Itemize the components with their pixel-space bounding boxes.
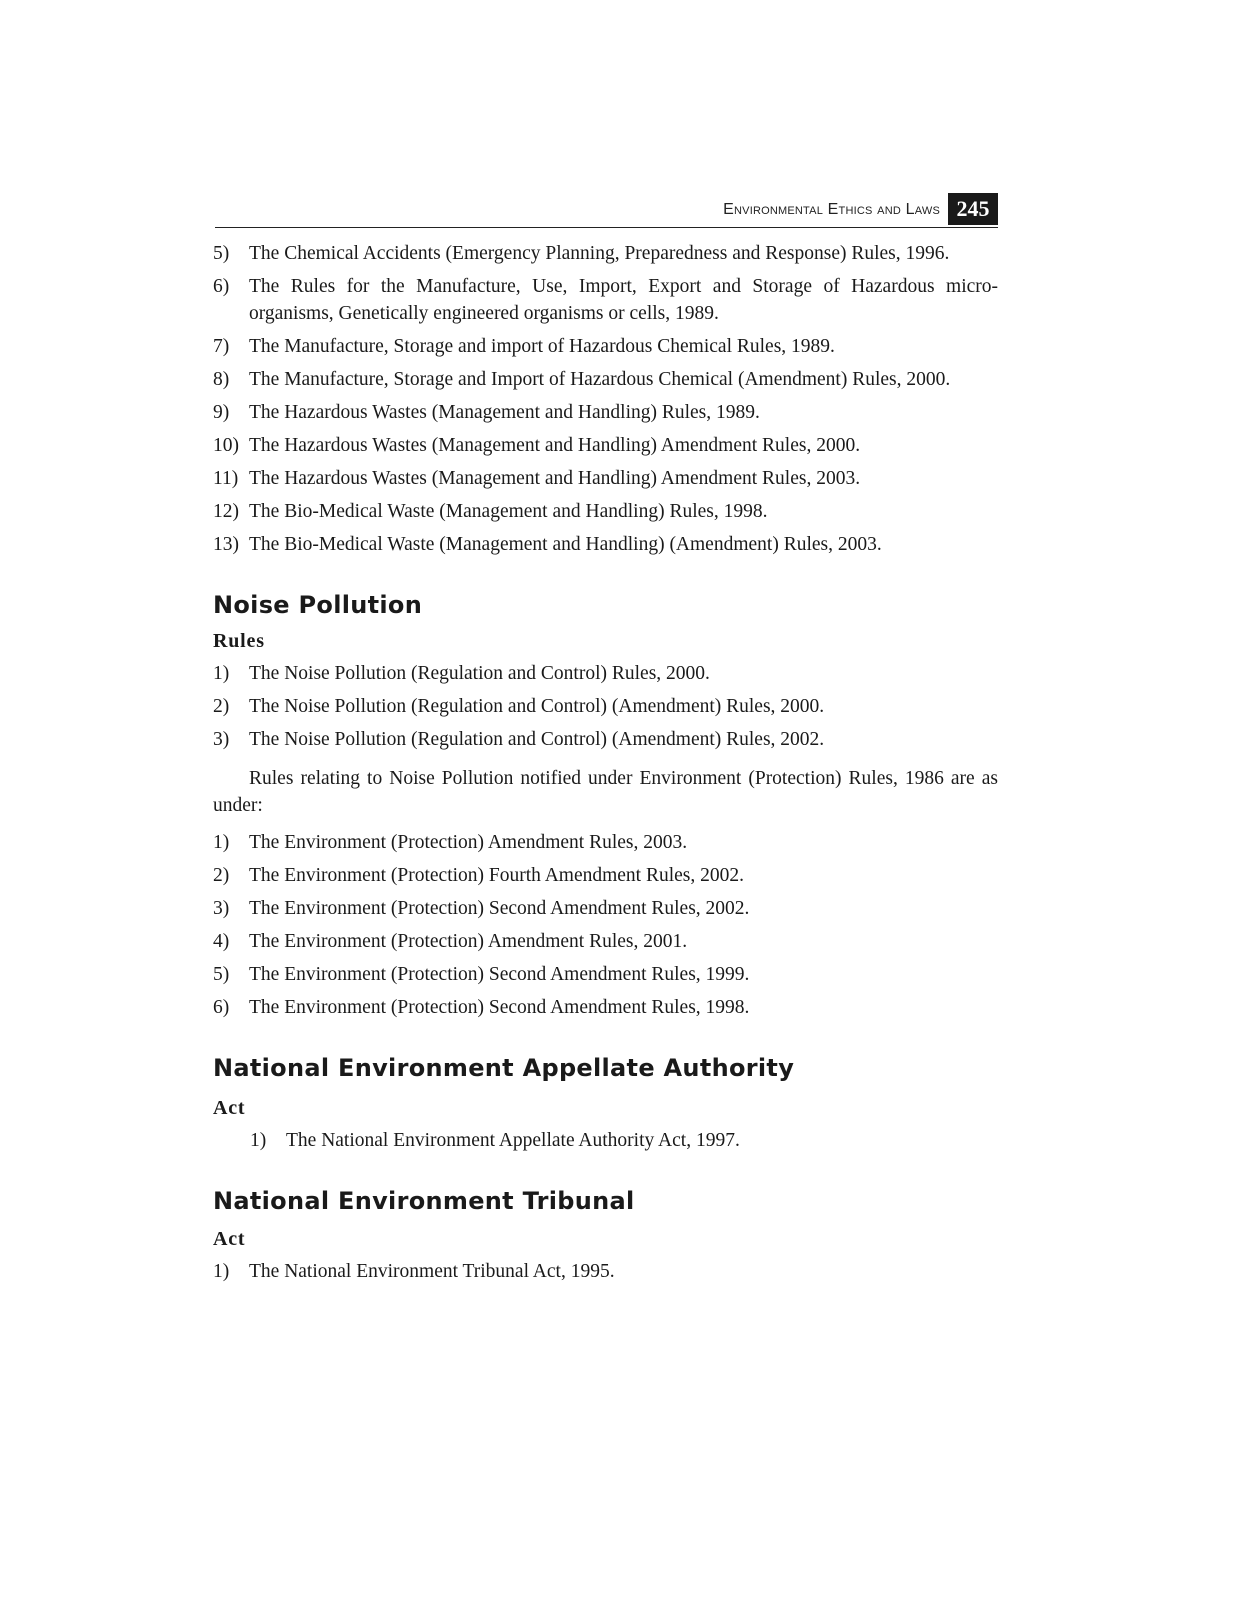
list-item: 6) The Rules for the Manufacture, Use, Import, Export and Storage of Hazardous micro-organisms, Genetically engineered organisms or cells, 1989. <box>213 276 998 324</box>
section-heading-tribunal: National Environment Tribunal <box>213 1187 635 1215</box>
list-item: 4) The Environment (Protection) Amendment Rules, 2001. <box>213 931 688 952</box>
list-item: 2) The Environment (Protection) Fourth Amendment Rules, 2002. <box>213 865 745 886</box>
subheading-act: Act <box>213 1228 246 1250</box>
tribunal-list <box>213 1258 998 1285</box>
running-header <box>215 193 998 228</box>
list-item: 6) The Environment (Protection) Second Amendment Rules, 1998. <box>213 997 750 1018</box>
list-item: 1) The Noise Pollution (Regulation and Control) Rules, 2000. <box>213 663 710 684</box>
subheading-act: Act <box>213 1097 246 1119</box>
page-content <box>213 240 998 1291</box>
list-item: 1) The National Environment Tribunal Act, 1995. <box>213 1261 615 1282</box>
hazardous-rules-list <box>213 240 998 558</box>
list-item: 13) The Bio-Medical Waste (Management and Handling) (Amendment) Rules, 2003. <box>213 534 882 555</box>
list-item: 7) The Manufacture, Storage and import of Hazardous Chemical Rules, 1989. <box>213 336 835 357</box>
page-number: 245 <box>948 193 998 225</box>
list-item: 3) The Environment (Protection) Second Amendment Rules, 2002. <box>213 898 750 919</box>
header-title: Environmental Ethics and Laws <box>723 201 940 218</box>
list-item: 5) The Chemical Accidents (Emergency Planning, Preparedness and Response) Rules, 1996. <box>213 243 950 264</box>
list-item: 9) The Hazardous Wastes (Management and Handling) Rules, 1989. <box>213 402 760 423</box>
section-heading-appellate: National Environment Appellate Authority <box>213 1054 795 1082</box>
list-item: 1) The National Environment Appellate Authority Act, 1997. <box>250 1130 740 1151</box>
noise-paragraph: Rules relating to Noise Pollution notified under Environment (Protection) Rules, 1986 are as under: <box>213 768 998 816</box>
subheading-rules: Rules <box>213 630 265 652</box>
list-item: 11) The Hazardous Wastes (Management and Handling) Amendment Rules, 2003. <box>213 468 861 489</box>
list-item: 5) The Environment (Protection) Second Amendment Rules, 1999. <box>213 964 750 985</box>
list-item: 2) The Noise Pollution (Regulation and Control) (Amendment) Rules, 2000. <box>213 696 825 717</box>
section-heading-noise: Noise Pollution <box>213 591 423 619</box>
list-item: 12) The Bio-Medical Waste (Management and Handling) Rules, 1998. <box>213 501 768 522</box>
list-item: 3) The Noise Pollution (Regulation and Control) (Amendment) Rules, 2002. <box>213 729 825 750</box>
list-item: 8) The Manufacture, Storage and Import of Hazardous Chemical (Amendment) Rules, 2000. <box>213 369 951 390</box>
list-item: 10) The Hazardous Wastes (Management and Handling) Amendment Rules, 2000. <box>213 435 861 456</box>
noise-rules-list <box>213 660 998 753</box>
appellate-list <box>213 1127 998 1154</box>
env-rules-list <box>213 829 998 1021</box>
list-item: 1) The Environment (Protection) Amendment Rules, 2003. <box>213 832 688 853</box>
